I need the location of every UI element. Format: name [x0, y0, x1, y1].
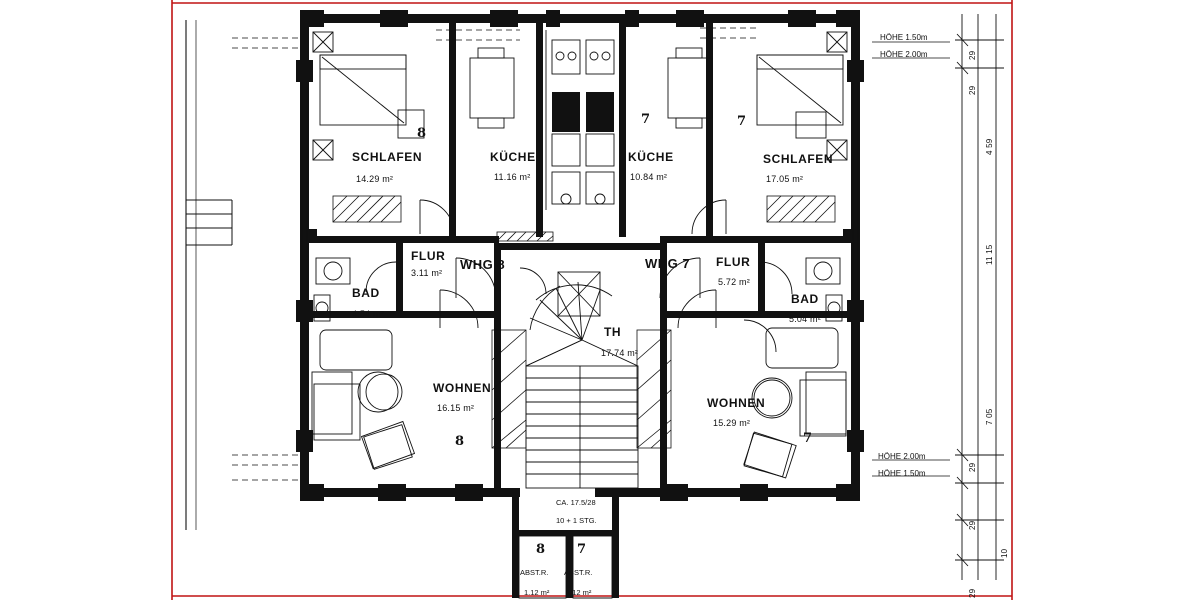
room-name-wohnen-right: WOHNEN: [707, 396, 766, 410]
hand-mark-1: 8: [417, 126, 427, 141]
room-area-abstr-left: 1.12 m²: [524, 588, 550, 597]
dim-small-4: 29: [968, 520, 977, 530]
dim-vertical-3: 7 05: [985, 408, 994, 425]
dim-small-2: 29: [968, 85, 977, 95]
room-area-schlafen-right: 17.05 m²: [766, 174, 804, 184]
dim-small-1: 29: [968, 50, 977, 60]
room-area-schlafen-left: 14.29 m²: [356, 174, 394, 184]
height-note-top-2: HÖHE 2.00m: [880, 50, 928, 59]
height-note-bottom-2: HÖHE 1.50m: [878, 469, 926, 478]
room-area-th: 17.74 m²: [601, 348, 639, 358]
height-note-bottom-1: HÖHE 2.00m: [878, 452, 926, 461]
hand-mark-2: 7: [641, 112, 651, 127]
room-area-kueche-left: 11.16 m²: [494, 172, 531, 182]
room-name-abstr-right: ABST.R.: [564, 568, 593, 577]
hand-mark-5: 7: [803, 431, 813, 446]
room-name-flur-left: FLUR: [411, 249, 446, 263]
room-name-abstr-left: ABST.R.: [520, 568, 549, 577]
room-name-schlafen-right: SCHLAFEN: [763, 152, 834, 166]
room-area-kueche-right: 10.84 m²: [630, 172, 668, 182]
room-name-kueche-right: KÜCHE: [628, 150, 674, 164]
room-area-wohnen-right: 15.29 m²: [713, 418, 751, 428]
room-name-wohnen-left: WOHNEN: [433, 381, 492, 395]
room-name-bad-left: BAD: [352, 286, 380, 300]
hand-mark-4: 8: [455, 434, 465, 449]
unit-label-whg8: WHG 8: [460, 257, 506, 272]
stair-note-1: CA. 17.5/28: [556, 498, 596, 507]
dim-vertical-2: 11 15: [985, 244, 994, 265]
room-name-schlafen-left: SCHLAFEN: [352, 150, 423, 164]
room-area-wohnen-left: 16.15 m²: [437, 403, 475, 413]
room-area-abstr-right: 1.12 m²: [566, 588, 592, 597]
hand-mark-6: 8: [536, 542, 546, 557]
hand-mark-3: 7: [737, 114, 747, 129]
hand-mark-7: 7: [577, 542, 587, 557]
dim-vertical-1: 4 59: [985, 138, 994, 155]
height-note-top-1: HÖHE 1.50m: [880, 33, 928, 42]
unit-label-whg7: WHG 7: [645, 256, 691, 271]
room-area-flur-right: 5.72 m²: [718, 277, 750, 287]
room-area-bad-left: 4.54 m²: [352, 309, 384, 319]
dim-small-3: 29: [968, 462, 977, 472]
dim-vertical-4: 10: [1000, 548, 1009, 558]
room-name-th: TH: [604, 325, 622, 339]
room-name-kueche-left: KÜCHE: [490, 150, 536, 164]
room-area-flur-left: 3.11 m²: [411, 268, 443, 278]
room-area-bad-right: 5.04 m²: [789, 314, 821, 324]
dim-small-5: 29: [968, 588, 977, 598]
room-name-flur-right: FLUR: [716, 255, 751, 269]
stair-note-2: 10 + 1 STG.: [556, 516, 597, 525]
room-name-bad-right: BAD: [791, 292, 819, 306]
